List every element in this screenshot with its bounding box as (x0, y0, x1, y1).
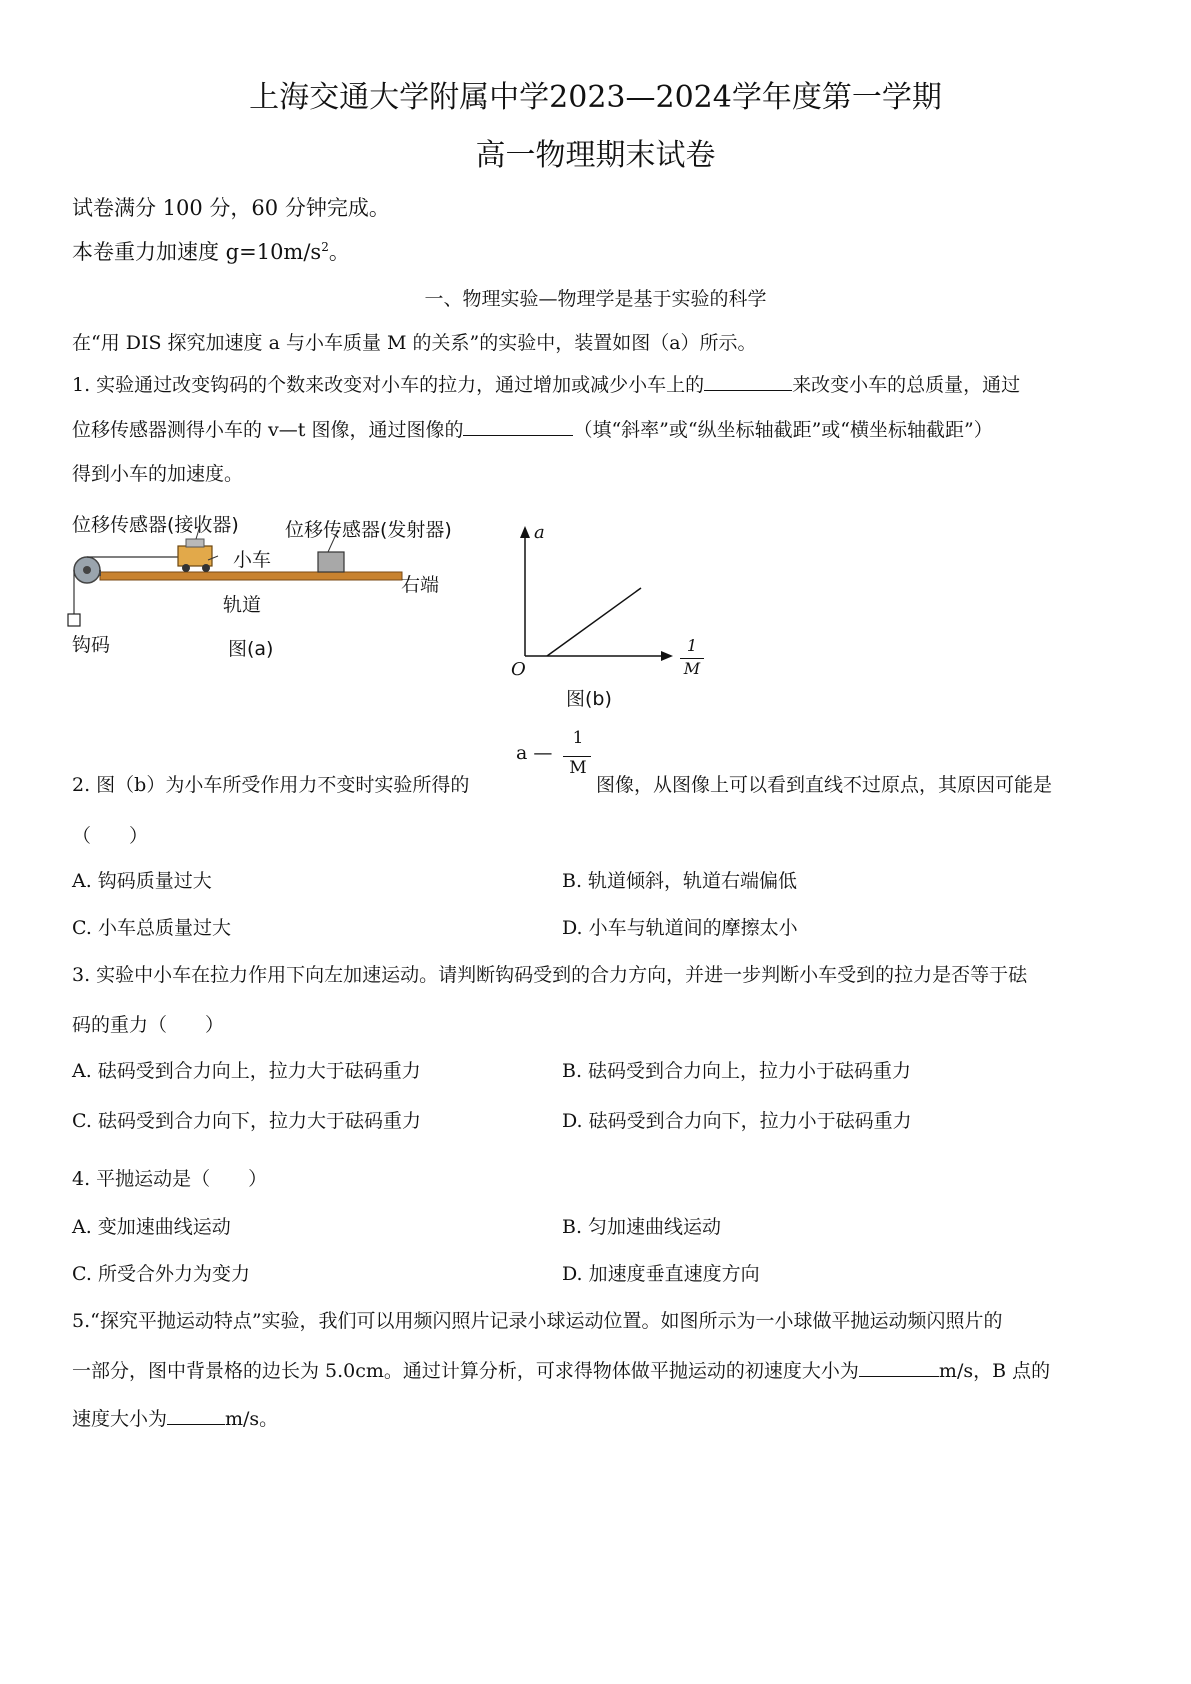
intro-gravity-sup: 2 (321, 240, 329, 254)
q2-formula-a: a — (516, 742, 553, 764)
q4-option-c[interactable]: C. 所受合外力为变力 (72, 1263, 250, 1285)
figure-b-caption: 图(b) (566, 688, 612, 710)
intro-score-line: 试卷满分 100 分，60 分钟完成。 (72, 196, 390, 220)
label-receiver: 位移传感器(接收器) (72, 514, 239, 536)
figure-a-caption: 图(a) (228, 638, 274, 660)
q1-blank-2[interactable] (463, 434, 573, 436)
q1-text-a: 1. 实验通过改变钩码的个数来改变对小车的拉力，通过增加或减少小车上的 (72, 374, 705, 396)
intro-gravity-line (72, 236, 350, 266)
intro-gravity-suffix: 。 (328, 240, 350, 264)
emitter-box (318, 552, 344, 572)
q3-option-b[interactable]: B. 砝码受到合力向上，拉力小于砝码重力 (562, 1060, 912, 1082)
cart-body (178, 546, 212, 566)
q4-option-b[interactable]: B. 匀加速曲线运动 (562, 1216, 722, 1238)
label-emitter: 位移传感器(发射器) (285, 519, 452, 541)
q1-line1 (72, 370, 1020, 397)
q2-option-a[interactable]: A. 钩码质量过大 (72, 870, 212, 892)
track-shape (100, 572, 402, 580)
q1-text-d: （填“斜率”或“纵坐标轴截距”或“横坐标轴截距”） (573, 419, 993, 441)
q1-line2 (72, 415, 993, 442)
q1-blank-1[interactable] (704, 389, 792, 391)
q3-line1: 3. 实验中小车在拉力作用下向左加速运动。请判断钩码受到的合力方向，并进一步判断小车受到的拉力是否等于砝 (72, 964, 1028, 986)
cart-wheel-right (202, 564, 210, 572)
q5-text-d: m/s。 (225, 1408, 279, 1430)
q5-text-b: m/s，B 点的 (938, 1360, 1051, 1382)
label-cart: 小车 (233, 549, 272, 571)
weight-shape (68, 614, 80, 626)
receiver-box (186, 539, 204, 547)
q5-text-c: 速度大小为 (72, 1408, 168, 1430)
origin-label: O (511, 659, 526, 680)
label-weight: 钩码 (72, 634, 111, 656)
page-title-line1: 上海交通大学附属中学2023—2024学年度第一学期 (249, 80, 942, 115)
label-track: 轨道 (223, 594, 262, 616)
q5-text-a: 一部分，图中背景格的边长为 5.0cm。通过计算分析，可求得物体做平抛运动的初速度大小为 (72, 1360, 859, 1382)
graph-line (547, 588, 641, 656)
q1-text-c: 位移传感器测得小车的 v—t 图像，通过图像的 (72, 419, 464, 441)
q5-line3 (72, 1404, 278, 1431)
axis-x-num: 1 (686, 636, 698, 655)
cart-wheel-left (182, 564, 190, 572)
label-right-end: 右端 (401, 574, 440, 596)
q2-prefix: 2. 图（b）为小车所受作用力不变时实验所得的 (72, 774, 470, 796)
q3-option-c[interactable]: C. 砝码受到合力向下，拉力大于砝码重力 (72, 1110, 421, 1132)
q2-paren: （ ） (72, 825, 149, 847)
q3-option-a[interactable]: A. 砝码受到合力向上，拉力大于砝码重力 (72, 1060, 421, 1082)
q3-line2: 码的重力（ ） (72, 1014, 225, 1036)
q2-option-b[interactable]: B. 轨道倾斜，轨道右端偏低 (562, 870, 798, 892)
q5-blank-2[interactable] (167, 1423, 225, 1425)
page-title-line2: 高一物理期末试卷 (475, 138, 716, 173)
q1-line3: 得到小车的加速度。 (72, 463, 244, 485)
axis-y-label: a (534, 522, 545, 543)
q4-option-d[interactable]: D. 加速度垂直速度方向 (562, 1263, 760, 1285)
q4-option-a[interactable]: A. 变加速曲线运动 (72, 1216, 231, 1238)
q2-suffix: 图像，从图像上可以看到直线不过原点，其原因可能是 (596, 774, 1053, 796)
q5-line1: 5.“探究平抛运动特点”实验，我们可以用频闪照片记录小球运动位置。如图所示为一小球做平抛运动频闪照片的 (72, 1310, 1003, 1332)
q5-blank-1[interactable] (859, 1375, 939, 1377)
intro-gravity-text: 本卷重力加速度 g=10m/s (72, 240, 322, 264)
q2-formula-num: 1 (572, 728, 584, 748)
q2-option-d[interactable]: D. 小车与轨道间的摩擦太小 (562, 917, 798, 939)
axis-x-den: M (683, 659, 701, 678)
q1-text-b: 来改变小车的总质量，通过 (792, 374, 1021, 396)
q5-line2 (72, 1356, 1050, 1383)
q2-formula-den: M (569, 758, 587, 778)
section-heading: 一、物理实验—物理学是基于实验的科学 (424, 288, 767, 310)
q2-option-c[interactable]: C. 小车总质量过大 (72, 917, 231, 939)
x-axis-arrow (661, 651, 673, 661)
section-context: 在“用 DIS 探究加速度 a 与小车质量 M 的关系”的实验中，装置如图（a）所示。 (72, 332, 757, 354)
q3-option-d[interactable]: D. 砝码受到合力向下，拉力小于砝码重力 (562, 1110, 912, 1132)
q2-formula-bar (563, 756, 591, 757)
q4-stem: 4. 平抛运动是（ ） (72, 1168, 268, 1190)
y-axis-arrow (520, 526, 530, 538)
